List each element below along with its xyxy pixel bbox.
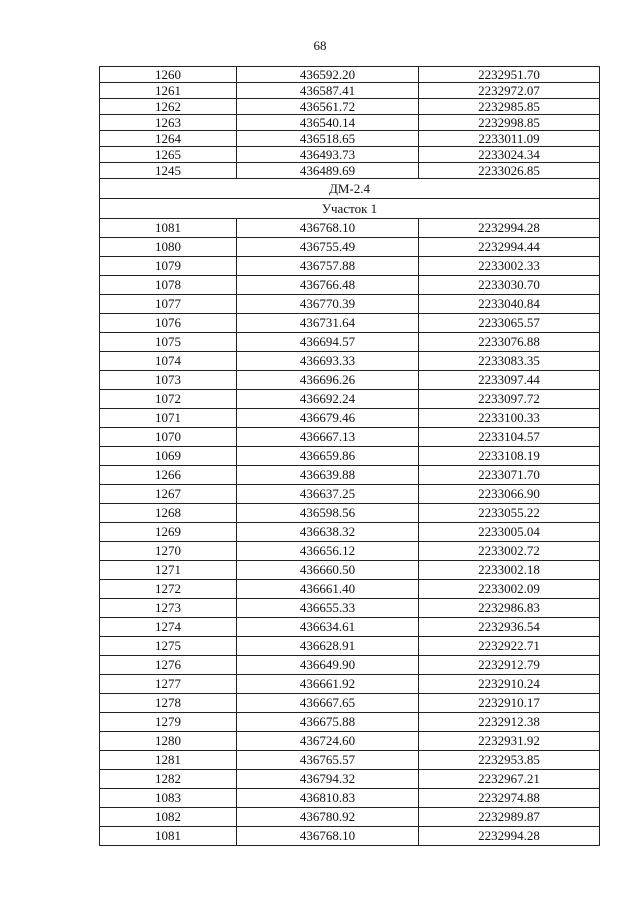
- point-number-cell: 1261: [100, 83, 237, 99]
- table-row: [100, 599, 600, 618]
- table-row: [100, 115, 600, 131]
- x-coordinate-cell: 436656.12: [237, 542, 419, 561]
- table-row: [100, 751, 600, 770]
- x-coordinate-cell: 436598.56: [237, 504, 419, 523]
- table-row: [100, 694, 600, 713]
- y-coordinate-cell: 2233083.35: [419, 352, 600, 371]
- page-number: 68: [313, 38, 327, 53]
- point-number-cell: 1275: [100, 637, 237, 656]
- x-coordinate-cell: 436655.33: [237, 599, 419, 618]
- table-row: [100, 83, 600, 99]
- table-row: [100, 713, 600, 732]
- point-number-cell: 1076: [100, 314, 237, 333]
- table-row: [100, 371, 600, 390]
- x-coordinate-cell: 436592.20: [237, 67, 419, 83]
- y-coordinate-cell: 2233100.33: [419, 409, 600, 428]
- point-number-cell: 1276: [100, 656, 237, 675]
- table-row: [100, 447, 600, 466]
- table-row: [100, 314, 600, 333]
- y-coordinate-cell: 2233065.57: [419, 314, 600, 333]
- y-coordinate-cell: 2232912.38: [419, 713, 600, 732]
- table-row: [100, 428, 600, 447]
- point-number-cell: 1266: [100, 466, 237, 485]
- point-number-cell: 1272: [100, 580, 237, 599]
- x-coordinate-cell: 436639.88: [237, 466, 419, 485]
- x-coordinate-cell: 436693.33: [237, 352, 419, 371]
- x-coordinate-cell: 436780.92: [237, 808, 419, 827]
- main-rows-group: [100, 219, 600, 846]
- y-coordinate-cell: 2233002.72: [419, 542, 600, 561]
- x-coordinate-cell: 436810.83: [237, 789, 419, 808]
- y-coordinate-cell: 2232994.28: [419, 827, 600, 846]
- table-row: [100, 295, 600, 314]
- point-number-cell: 1271: [100, 561, 237, 580]
- point-number-cell: 1269: [100, 523, 237, 542]
- x-coordinate-cell: 436679.46: [237, 409, 419, 428]
- point-number-cell: 1070: [100, 428, 237, 447]
- point-number-cell: 1264: [100, 131, 237, 147]
- point-number-cell: 1282: [100, 770, 237, 789]
- point-number-cell: 1267: [100, 485, 237, 504]
- x-coordinate-cell: 436661.92: [237, 675, 419, 694]
- x-coordinate-cell: 436757.88: [237, 257, 419, 276]
- section-header-group: [100, 179, 600, 219]
- point-number-cell: 1262: [100, 99, 237, 115]
- y-coordinate-cell: 2233005.04: [419, 523, 600, 542]
- x-coordinate-cell: 436768.10: [237, 219, 419, 238]
- x-coordinate-cell: 436661.40: [237, 580, 419, 599]
- point-number-cell: 1280: [100, 732, 237, 751]
- x-coordinate-cell: 436637.25: [237, 485, 419, 504]
- x-coordinate-cell: 436540.14: [237, 115, 419, 131]
- y-coordinate-cell: 2233055.22: [419, 504, 600, 523]
- y-coordinate-cell: 2232974.88: [419, 789, 600, 808]
- table-row: [100, 523, 600, 542]
- y-coordinate-cell: 2233097.72: [419, 390, 600, 409]
- y-coordinate-cell: 2232936.54: [419, 618, 600, 637]
- y-coordinate-cell: 2232967.21: [419, 770, 600, 789]
- point-number-cell: 1079: [100, 257, 237, 276]
- point-number-cell: 1072: [100, 390, 237, 409]
- point-number-cell: 1074: [100, 352, 237, 371]
- y-coordinate-cell: 2233071.70: [419, 466, 600, 485]
- y-coordinate-cell: 2232922.71: [419, 637, 600, 656]
- y-coordinate-cell: 2233024.34: [419, 147, 600, 163]
- point-number-cell: 1265: [100, 147, 237, 163]
- table-row: [100, 561, 600, 580]
- y-coordinate-cell: 2232951.70: [419, 67, 600, 83]
- y-coordinate-cell: 2232910.17: [419, 694, 600, 713]
- table-row: [100, 219, 600, 238]
- point-number-cell: 1069: [100, 447, 237, 466]
- x-coordinate-cell: 436766.48: [237, 276, 419, 295]
- y-coordinate-cell: 2232931.92: [419, 732, 600, 751]
- x-coordinate-cell: 436489.69: [237, 163, 419, 179]
- point-number-cell: 1279: [100, 713, 237, 732]
- table-row: [100, 466, 600, 485]
- x-coordinate-cell: 436561.72: [237, 99, 419, 115]
- x-coordinate-cell: 436755.49: [237, 238, 419, 257]
- y-coordinate-cell: 2233108.19: [419, 447, 600, 466]
- top-rows-group: [100, 67, 600, 179]
- y-coordinate-cell: 2233002.18: [419, 561, 600, 580]
- x-coordinate-cell: 436770.39: [237, 295, 419, 314]
- table-row: [100, 618, 600, 637]
- point-number-cell: 1273: [100, 599, 237, 618]
- point-number-cell: 1083: [100, 789, 237, 808]
- table-row: [100, 770, 600, 789]
- point-number-cell: 1078: [100, 276, 237, 295]
- point-number-cell: 1270: [100, 542, 237, 561]
- y-coordinate-cell: 2232989.87: [419, 808, 600, 827]
- y-coordinate-cell: 2232912.79: [419, 656, 600, 675]
- x-coordinate-cell: 436518.65: [237, 131, 419, 147]
- y-coordinate-cell: 2232998.85: [419, 115, 600, 131]
- x-coordinate-cell: 436696.26: [237, 371, 419, 390]
- x-coordinate-cell: 436667.65: [237, 694, 419, 713]
- x-coordinate-cell: 436675.88: [237, 713, 419, 732]
- section-title: ДМ-2.4: [100, 179, 600, 199]
- table-row: [100, 827, 600, 846]
- table-row: [100, 147, 600, 163]
- coordinates-table: [99, 66, 600, 846]
- table-row: [100, 485, 600, 504]
- x-coordinate-cell: 436634.61: [237, 618, 419, 637]
- x-coordinate-cell: 436638.32: [237, 523, 419, 542]
- section-subtitle: Участок 1: [100, 199, 600, 219]
- table-row: [100, 333, 600, 352]
- x-coordinate-cell: 436794.32: [237, 770, 419, 789]
- point-number-cell: 1260: [100, 67, 237, 83]
- x-coordinate-cell: 436667.13: [237, 428, 419, 447]
- point-number-cell: 1080: [100, 238, 237, 257]
- point-number-cell: 1263: [100, 115, 237, 131]
- table-row: [100, 276, 600, 295]
- x-coordinate-cell: 436692.24: [237, 390, 419, 409]
- point-number-cell: 1268: [100, 504, 237, 523]
- table-row: [100, 542, 600, 561]
- x-coordinate-cell: 436765.57: [237, 751, 419, 770]
- point-number-cell: 1081: [100, 827, 237, 846]
- x-coordinate-cell: 436649.90: [237, 656, 419, 675]
- point-number-cell: 1278: [100, 694, 237, 713]
- table-row: [100, 238, 600, 257]
- table-row: [100, 257, 600, 276]
- table-row: [100, 789, 600, 808]
- table-row: [100, 656, 600, 675]
- point-number-cell: 1082: [100, 808, 237, 827]
- y-coordinate-cell: 2233040.84: [419, 295, 600, 314]
- point-number-cell: 1277: [100, 675, 237, 694]
- x-coordinate-cell: 436660.50: [237, 561, 419, 580]
- y-coordinate-cell: 2233097.44: [419, 371, 600, 390]
- point-number-cell: 1274: [100, 618, 237, 637]
- point-number-cell: 1245: [100, 163, 237, 179]
- y-coordinate-cell: 2233002.33: [419, 257, 600, 276]
- y-coordinate-cell: 2232953.85: [419, 751, 600, 770]
- y-coordinate-cell: 2232910.24: [419, 675, 600, 694]
- y-coordinate-cell: 2233002.09: [419, 580, 600, 599]
- point-number-cell: 1077: [100, 295, 237, 314]
- table-row: [100, 580, 600, 599]
- table-row: [100, 675, 600, 694]
- x-coordinate-cell: 436768.10: [237, 827, 419, 846]
- table-row: [100, 352, 600, 371]
- y-coordinate-cell: 2232994.28: [419, 219, 600, 238]
- y-coordinate-cell: 2233030.70: [419, 276, 600, 295]
- y-coordinate-cell: 2233104.57: [419, 428, 600, 447]
- y-coordinate-cell: 2232972.07: [419, 83, 600, 99]
- y-coordinate-cell: 2233026.85: [419, 163, 600, 179]
- x-coordinate-cell: 436659.86: [237, 447, 419, 466]
- table-row: [100, 390, 600, 409]
- point-number-cell: 1081: [100, 219, 237, 238]
- y-coordinate-cell: 2233011.09: [419, 131, 600, 147]
- table-row: [100, 99, 600, 115]
- y-coordinate-cell: 2232994.44: [419, 238, 600, 257]
- point-number-cell: 1075: [100, 333, 237, 352]
- y-coordinate-cell: 2232986.83: [419, 599, 600, 618]
- table-row: [100, 504, 600, 523]
- table-row: [100, 409, 600, 428]
- table-row: [100, 163, 600, 179]
- table-row: [100, 732, 600, 751]
- point-number-cell: 1071: [100, 409, 237, 428]
- section-subtitle-row: [100, 199, 600, 219]
- x-coordinate-cell: 436694.57: [237, 333, 419, 352]
- point-number-cell: 1073: [100, 371, 237, 390]
- x-coordinate-cell: 436628.91: [237, 637, 419, 656]
- section-title-row: [100, 179, 600, 199]
- table-row: [100, 637, 600, 656]
- x-coordinate-cell: 436731.64: [237, 314, 419, 333]
- x-coordinate-cell: 436493.73: [237, 147, 419, 163]
- x-coordinate-cell: 436587.41: [237, 83, 419, 99]
- x-coordinate-cell: 436724.60: [237, 732, 419, 751]
- y-coordinate-cell: 2233076.88: [419, 333, 600, 352]
- point-number-cell: 1281: [100, 751, 237, 770]
- y-coordinate-cell: 2233066.90: [419, 485, 600, 504]
- table-row: [100, 67, 600, 83]
- table-row: [100, 131, 600, 147]
- y-coordinate-cell: 2232985.85: [419, 99, 600, 115]
- table-row: [100, 808, 600, 827]
